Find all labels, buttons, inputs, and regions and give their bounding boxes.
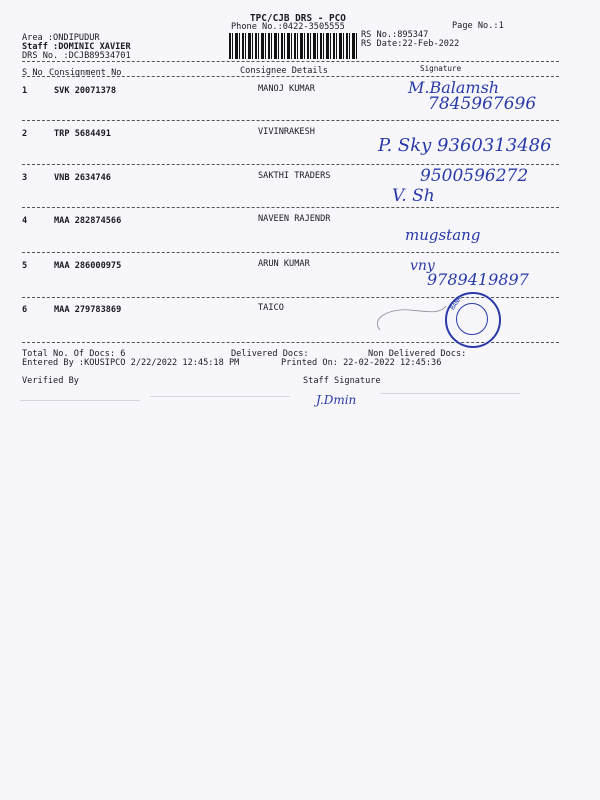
drs-number: DRS No. :DCJB89534701 <box>22 51 131 61</box>
stamp-inner-ring <box>456 303 488 335</box>
row-consignee: TAICO <box>258 303 284 313</box>
signature-1-name: M.Balamsh <box>408 78 500 97</box>
row-consignment: MAA 286000975 <box>54 261 122 271</box>
row-consignment: MAA 279783869 <box>54 305 122 315</box>
row-divider <box>22 120 559 121</box>
scan-smudge <box>380 393 520 394</box>
stamp-scribble <box>370 300 450 340</box>
signature-2: P. Sky 9360313486 <box>378 135 552 156</box>
row-consignee: MANOJ KUMAR <box>258 84 315 94</box>
signature-5-phone: 9789419897 <box>427 270 529 289</box>
row-sno: 1 <box>22 86 28 96</box>
row-consignment: VNB 2634746 <box>54 173 111 183</box>
phone-number: Phone No.:0422-3505555 <box>231 22 345 32</box>
row-consignee: ARUN KUMAR <box>258 259 310 269</box>
divider <box>22 76 559 77</box>
area-label: Area :ONDIPUDUR <box>22 33 100 43</box>
rs-number: RS No.:895347 <box>361 30 429 40</box>
entered-by: Entered By :KOUSIPCO 2/22/2022 12:45:18 PM <box>22 358 240 368</box>
column-header-sno: S No <box>22 68 43 78</box>
row-consignment: MAA 282874566 <box>54 216 122 226</box>
staff-label: Staff :DOMINIC XAVIER <box>22 42 131 52</box>
verified-by: Verified By <box>22 376 79 386</box>
column-header-consignment: Consignment No <box>49 68 122 78</box>
signature-3-name: V. Sh <box>392 186 435 206</box>
signature-5-name: vny <box>410 258 435 274</box>
signature-4: mugstang <box>405 226 481 244</box>
scan-smudge <box>150 396 290 397</box>
row-divider <box>22 252 559 253</box>
row-sno: 5 <box>22 261 28 271</box>
row-sno: 3 <box>22 173 28 183</box>
printed-on: Printed On: 22-02-2022 12:45:36 <box>281 358 442 368</box>
row-consignee: VIVINRAKESH <box>258 127 315 137</box>
row-consignment: TRP 5684491 <box>54 129 111 139</box>
row-sno: 6 <box>22 305 28 315</box>
row-consignee: SAKTHI TRADERS <box>258 171 331 181</box>
row-sno: 2 <box>22 129 28 139</box>
row-sno: 4 <box>22 216 28 226</box>
document-title: TPC/CJB DRS - PCO <box>250 13 346 24</box>
scan-smudge <box>20 400 140 401</box>
signature-3-phone: 9500596272 <box>420 166 529 186</box>
non-delivered-docs: Non Delivered Docs: <box>368 349 467 359</box>
row-divider <box>22 164 559 165</box>
delivered-docs: Delivered Docs: <box>231 349 309 359</box>
stamp-text: BANK <box>449 295 464 312</box>
total-docs: Total No. Of Docs: 6 <box>22 349 126 359</box>
column-header-signature: Signature <box>420 64 462 73</box>
row-consignment: SVK 20071378 <box>54 86 117 96</box>
divider <box>22 61 559 62</box>
barcode-image <box>229 33 357 59</box>
row-divider <box>22 207 559 208</box>
row-consignee: NAVEEN RAJENDR <box>258 214 331 224</box>
signature-1-phone: 7845967696 <box>428 94 537 114</box>
staff-signature-label: Staff Signature <box>303 376 381 386</box>
staff-signature: J.Dmin <box>316 393 357 407</box>
column-header-consignee: Consignee Details <box>240 66 328 76</box>
rs-date: RS Date:22-Feb-2022 <box>361 39 460 49</box>
company-stamp <box>445 292 501 348</box>
page-number: Page No.:1 <box>452 21 504 31</box>
